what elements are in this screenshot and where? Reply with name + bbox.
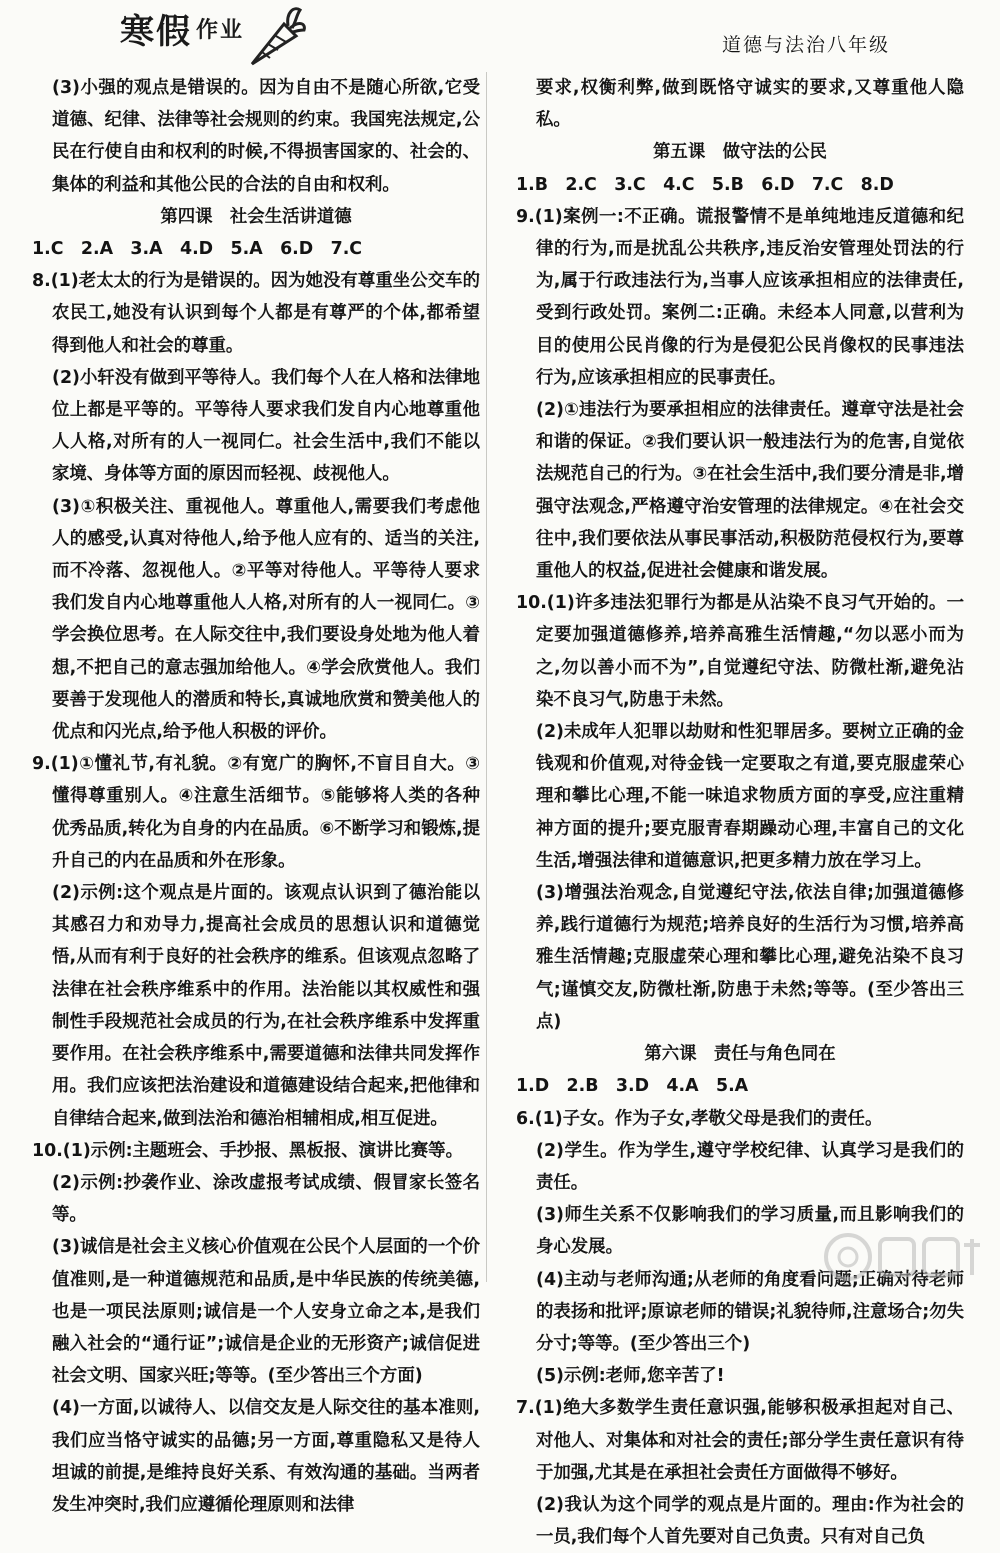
answer-paragraph: 1.D 2.B 3.D 4.A 5.A [516, 1076, 749, 1097]
answer-paragraph: (4)主动与老师沟通;从老师的角度看问题;正确对待老师的表扬和批评;原谅老师的错误;礼貌待师,注意场合;勿失分寸;等等。(至少答出三个) [536, 1269, 964, 1354]
left-column [32, 72, 480, 1521]
answer-paragraph: (3)师生关系不仅影响我们的学习质量,而且影响我们的身心发展。 [536, 1205, 964, 1258]
right-column [516, 72, 964, 1553]
answer-paragraph: 要求,权衡利弊,做到既恪守诚实的要求,又尊重他人隐私。 [536, 78, 964, 131]
answer-paragraph: (2)未成年人犯罪以劫财和性犯罪居多。要树立正确的金钱观和价值观,对待金钱一定要取之有道,要克服虚荣心理和攀比心理,不能一味追求物质方面的享受,应注重精神方面的提升;要克服青春期躁动心理,丰富自己的文化生活,增强法律和道德意识,把更多精力放在学习上。 [536, 722, 964, 871]
answer-paragraph: 7.(1)绝大多数学生责任意识强,能够积极承担起对自己、对他人、对集体和对社会的责任;部分学生责任意识有待于加强,尤其是在承担社会责任方面做得不够好。 [516, 1398, 964, 1483]
answer-paragraph: (4)一方面,以诚待人、以信交友是人际交往的基本准则,我们应当恪守诚实的品德;另一方面,尊重隐私又是待人坦诚的前提,是维持良好关系、有效沟通的基础。当两者发生冲突时,我们应遵循伦理原则和法律 [52, 1398, 480, 1515]
answer-paragraph: (2)示例:抄袭作业、涂改虚报考试成绩、假冒家长签名等。 [52, 1172, 480, 1226]
answer-paragraph: (3)①积极关注、重视他人。尊重他人,需要我们考虑他人的感受,认真对待他人,给予他人应有的、适当的关注,而不冷落、忽视他人。②平等对待他人。平等待人要求我们发自内心地尊重他人人格,对所有的人一视同仁。③学会换位思考。在人际交往中,我们要设身处地为他人着想,不把自己的意志强加给他人。④学会欣赏他人。我们要善于发现他人的潜质和特长,真诚地欣赏和赞美他人的优点和闪光点,给予他人积极的评价。 [52, 496, 480, 743]
answer-paragraph: (3)诚信是社会主义核心价值观在公民个人层面的一个价值准则,是一种道德规范和品质,是中华民族的传统美德,也是一项民法原则;诚信是一个人安身立命之本,是我们融入社会的“通行证”;诚信是企业的无形资产;诚信促进社会文明、国家兴旺;等等。(至少答出三个方面) [52, 1237, 480, 1387]
answer-paragraph: (3)小强的观点是错误的。因为自由不是随心所欲,它受道德、纪律、法律等社会规则的约束。我国宪法规定,公民在行使自由和权利的时候,不得损害国家的、社会的、集体的利益和其他公民的合法的自由和权利。 [52, 78, 480, 195]
answer-paragraph: (2)我认为这个同学的观点是片面的。理由:作为社会的一员,我们每个人首先要对自己负责。只有对自己负 [536, 1494, 964, 1548]
answer-paragraph: 10.(1)示例:主题班会、手抄报、黑板报、演讲比赛等。 [32, 1140, 463, 1161]
answer-paragraph: 8.(1)老太太的行为是错误的。因为她没有尊重坐公交车的农民工,她没有认识到每个人都是有尊严的个体,都希望得到他人和社会的尊重。 [32, 271, 480, 356]
watermark-logo [818, 1229, 988, 1285]
carrot-icon [238, 2, 308, 72]
answer-paragraph: 9.(1)案例一:不正确。谎报警情不是单纯地违反道德和纪律的行为,而是扰乱公共秩序,违反治安管理处罚法的行为,属于行政违法行为,当事人应该承担相应的法律责任,受到行政处罚。案例二:正确。未经本人同意,以营利为目的使用公民肖像的行为是侵犯公民肖像权的民事违法行为,应该承担相应的民事责任。 [516, 206, 964, 388]
answer-paragraph: 9.(1)①懂礼节,有礼貌。②有宽广的胸怀,不盲目自大。③懂得尊重别人。④注意生活细节。⑤能够将人类的各种优秀品质,转化为自身的内在品质。⑥不断学习和锻炼,提升自己的内在品质和外在形象。 [32, 754, 480, 871]
brand-title [120, 4, 244, 53]
answer-paragraph: (2)①违法行为要承担相应的法律责任。遵章守法是社会和谐的保证。②我们要认识一般违法行为的危害,自觉依法规范自己的行为。③在社会生活中,我们要分清是非,增强守法观念,严格遵守治安管理的法律规定。④在社会交往中,我们要依法从事民事活动,积极防范侵权行为,要尊重他人的权益,促进社会健康和谐发展。 [536, 400, 964, 582]
answer-paragraph: (3)增强法治观念,自觉遵纪守法,依法自律;加强道德修养,践行道德行为规范;培养良好的生活行为习惯,培养高雅生活情趣;克服虚荣心理和攀比心理,避免沾染不良习气;谨慎交友,防微杜渐,防患于未然;等等。(至少答出三点) [536, 883, 964, 1032]
answer-paragraph: (2)学生。作为学生,遵守学校纪律、认真学习是我们的责任。 [536, 1140, 964, 1193]
brand-main: 寒假 [120, 12, 192, 52]
answer-paragraph: 1.C 2.A 3.A 4.D 5.A 6.D 7.C [32, 239, 363, 260]
section-heading: 第六课 责任与角色同在 [644, 1044, 836, 1065]
page-header [0, 0, 1000, 62]
column-divider [486, 72, 487, 1282]
section-heading: 第四课 社会生活讲道德 [160, 206, 352, 227]
answer-paragraph: 10.(1)许多违法犯罪行为都是从沾染不良习气开始的。一定要加强道德修养,培养高雅生活情趣,“勿以恶小而为之,勿以善小而不为”,自觉遵纪守法、防微杜渐,避免沾染不良习气,防患于未然。 [516, 593, 964, 710]
answer-paragraph: (2)示例:这个观点是片面的。该观点认识到了德治能以其感召力和劝导力,提高社会成员的思想认识和道德觉悟,从而有利于良好的社会秩序的维系。但该观点忽略了法律在社会秩序维系中的作用。法治能以其权威性和强制性手段规范社会成员的行为,在社会秩序维系中发挥重要作用。在社会秩序维系中,需要道德和法律共同发挥作用。我们应该把法治建设和道德建设结合起来,把他律和自律结合起来,做到法治和德治相辅相成,相互促进。 [52, 883, 480, 1129]
answer-paragraph: (2)小轩没有做到平等待人。我们每个人在人格和法律地位上都是平等的。平等待人要求我们发自内心地尊重他人人格,对所有的人一视同仁。社会生活中,我们不能以家境、身体等方面的原因而轻视、歧视他人。 [52, 367, 480, 485]
answer-paragraph: (5)示例:老师,您辛苦了! [536, 1366, 725, 1387]
answer-paragraph: 1.B 2.C 3.C 4.C 5.B 6.D 7.C 8.D [516, 174, 894, 195]
answer-paragraph: 6.(1)子女。作为子女,孝敬父母是我们的责任。 [516, 1108, 883, 1129]
brand-small: 作业 [196, 17, 245, 43]
section-heading: 第五课 做守法的公民 [653, 142, 827, 163]
subject-title: 道德与法治八年级 [721, 34, 890, 56]
